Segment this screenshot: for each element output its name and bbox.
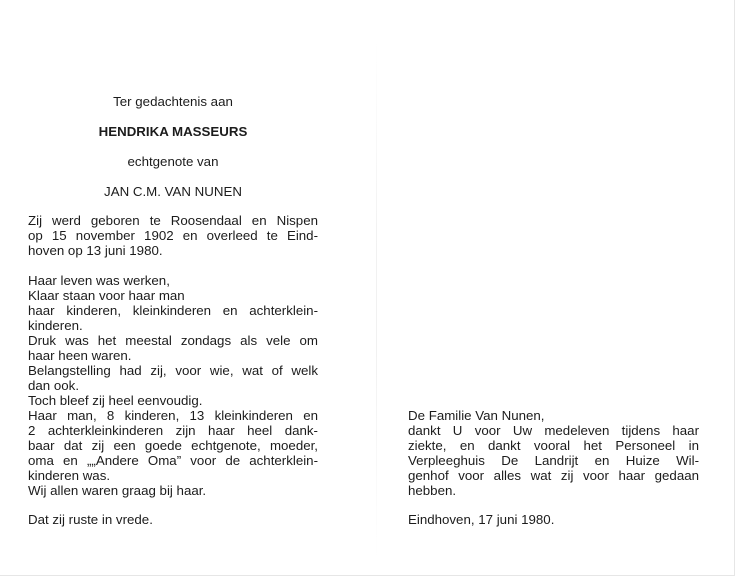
poem-line: 2 achterkleinkinderen zijn haar heel dank- — [28, 423, 318, 438]
bio-line: op 15 november 1902 en overleed te Eind- — [28, 228, 318, 243]
closing-line: Dat zij ruste in vrede. — [28, 512, 153, 527]
poem-line: Druk was het meestal zondags als vele om — [28, 333, 318, 348]
poem-line: haar kinderen, kleinkinderen en achterklein- — [28, 303, 318, 318]
poem-line: haar heen waren. — [28, 348, 132, 363]
poem-line: Belangstelling had zij, voor wie, wat of welk — [28, 363, 318, 378]
place-date: Eindhoven, 17 juni 1980. — [408, 512, 555, 527]
poem-line: baar dat zij een goede echtgenote, moeder, — [28, 438, 318, 453]
poem-line: oma en „„Andere Oma” voor de achterklein- — [28, 453, 318, 468]
poem-line: dan ook. — [28, 378, 80, 393]
bio-line: hoven op 13 juni 1980. — [28, 243, 163, 258]
poem-line: kinderen was. — [28, 468, 111, 483]
poem-line: Wij allen waren graag bij haar. — [28, 483, 207, 498]
thanks-line: ziekte, en dankt vooral het Personeel in — [408, 438, 699, 453]
thanks-line: genhof voor alles wat zij voor haar gedaan — [408, 468, 699, 483]
relation-text: echtgenote van — [127, 154, 219, 169]
spouse-name: JAN C.M. VAN NUNEN — [104, 184, 242, 199]
poem-line: Haar leven was werken, — [28, 273, 170, 288]
thanks-line: hebben. — [408, 483, 457, 498]
poem-line: Klaar staan voor haar man — [28, 288, 185, 303]
thanks-line: De Familie Van Nunen, — [408, 408, 545, 423]
poem-line: kinderen. — [28, 318, 83, 333]
card-fold — [376, 40, 377, 560]
thanks-line: dankt U voor Uw medeleven tijdens haar — [408, 423, 699, 438]
deceased-name: HENDRIKA MASSEURS — [98, 124, 248, 139]
thanks-line: Verpleeghuis De Landrijt en Huize Wil- — [408, 453, 699, 468]
heading-intro: Ter gedachtenis aan — [113, 94, 233, 109]
poem-line: Toch bleef zij heel eenvoudig. — [28, 393, 203, 408]
poem-line: Haar man, 8 kinderen, 13 kleinkinderen en — [28, 408, 318, 423]
bio-line: Zij werd geboren te Roosendaal en Nispen — [28, 213, 318, 228]
